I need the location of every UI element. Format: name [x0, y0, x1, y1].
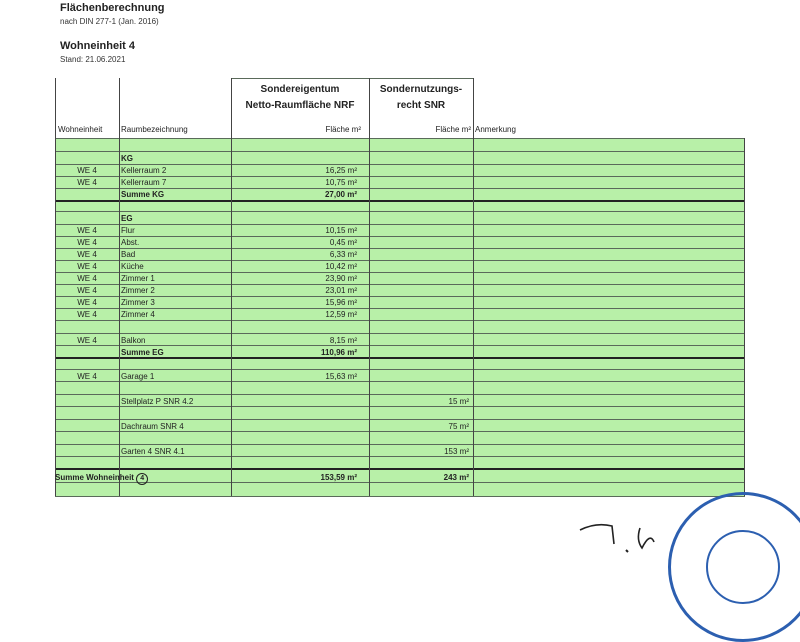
row-room-name: Stellplatz P SNR 4.2	[121, 397, 194, 406]
column-header-unit: Wohneinheit	[58, 125, 103, 134]
row-nrf-area: 16,25 m²	[325, 166, 357, 175]
row-divider	[55, 444, 745, 445]
row-nrf-area: 12,59 m²	[325, 310, 357, 319]
row-divider	[55, 381, 745, 382]
row-divider	[55, 394, 745, 395]
snr-heading-line-2: recht SNR	[396, 100, 446, 111]
column-header-snr-area: Fläche m²	[435, 125, 471, 134]
row-divider	[55, 260, 745, 261]
column-divider	[744, 138, 745, 496]
row-room-name: Kellerraum 7	[121, 178, 167, 187]
area-table	[55, 78, 745, 498]
row-unit: WE 4	[77, 298, 97, 307]
row-room-name: Garten 4 SNR 4.1	[121, 447, 185, 456]
row-snr-area: 153 m²	[444, 447, 469, 456]
total-snr: 243 m²	[443, 473, 469, 482]
column-header-nrf-area: Fläche m²	[325, 125, 361, 134]
status-date: Stand: 21.06.2021	[60, 55, 126, 64]
column-divider	[119, 78, 120, 496]
row-room-name: Kellerraum 2	[121, 166, 167, 175]
row-nrf-area: 10,75 m²	[325, 178, 357, 187]
nrf-heading	[231, 82, 369, 114]
row-unit: WE 4	[77, 166, 97, 175]
row-nrf-area: 10,15 m²	[325, 226, 357, 235]
row-divider	[55, 211, 745, 212]
row-room-name: Zimmer 1	[121, 274, 155, 283]
row-nrf-area: 6,33 m²	[329, 250, 357, 259]
column-divider	[473, 78, 474, 496]
row-divider	[55, 236, 745, 237]
total-label	[55, 472, 148, 485]
row-unit: WE 4	[77, 250, 97, 259]
row-room-name: Küche	[121, 262, 144, 271]
row-divider	[55, 272, 745, 273]
row-nrf-area: 15,96 m²	[325, 298, 357, 307]
row-divider	[55, 369, 745, 370]
row-unit: WE 4	[77, 336, 97, 345]
column-divider	[369, 78, 370, 496]
row-nrf-area: 10,42 m²	[325, 262, 357, 271]
row-unit: WE 4	[77, 274, 97, 283]
column-header-room: Raumbezeichnung	[121, 125, 188, 134]
row-snr-area: 75 m²	[448, 422, 469, 431]
row-nrf-area: 23,90 m²	[325, 274, 357, 283]
row-divider	[55, 224, 745, 225]
row-divider	[55, 248, 745, 249]
document-subtitle: nach DIN 277-1 (Jan. 2016)	[60, 17, 159, 26]
row-unit: WE 4	[77, 310, 97, 319]
row-unit: WE 4	[77, 178, 97, 187]
row-nrf-area: 27,00 m²	[324, 190, 357, 199]
row-divider	[55, 308, 745, 309]
row-room-name: Zimmer 4	[121, 310, 155, 319]
row-nrf-area: 15,63 m²	[325, 372, 357, 381]
row-unit: WE 4	[77, 226, 97, 235]
column-header-note: Anmerkung	[475, 125, 516, 134]
row-room-name: Flur	[121, 226, 135, 235]
row-divider	[55, 138, 745, 139]
row-divider	[55, 151, 745, 152]
row-nrf-area: 8,15 m²	[329, 336, 357, 345]
architect-seal	[668, 492, 800, 642]
row-room-name: Summe KG	[121, 190, 165, 199]
nrf-heading-line-2: Netto-Raumfläche NRF	[245, 100, 355, 111]
total-label-text: Summe Wohneinheit	[55, 473, 134, 482]
row-nrf-area: 110,96 m²	[320, 348, 357, 357]
row-divider	[55, 320, 745, 321]
row-room-name: Dachraum SNR 4	[121, 422, 184, 431]
row-nrf-area: 23,01 m²	[325, 286, 357, 295]
row-unit: WE 4	[77, 372, 97, 381]
row-divider	[55, 468, 745, 470]
row-room-name: Zimmer 3	[121, 298, 155, 307]
row-divider	[55, 345, 745, 346]
unit-title: Wohneinheit 4	[60, 40, 135, 52]
row-room-name: Bad	[121, 250, 136, 259]
row-unit: WE 4	[77, 238, 97, 247]
row-nrf-area: 0,45 m²	[329, 238, 357, 247]
snr-heading	[369, 82, 473, 114]
row-divider	[231, 78, 473, 79]
nrf-heading-line-1: Sondereigentum	[260, 84, 340, 95]
row-divider	[55, 284, 745, 285]
total-nrf: 153,59 m²	[320, 473, 357, 482]
seal-inner-ring	[706, 530, 780, 604]
document-title: Flächenberechnung	[60, 2, 165, 14]
unit-number-circle: 4	[136, 473, 148, 485]
row-room-name: Abst.	[121, 238, 140, 247]
row-divider	[55, 496, 745, 497]
row-unit: WE 4	[77, 262, 97, 271]
row-divider	[55, 419, 745, 420]
row-room-name: EG	[121, 214, 133, 223]
row-divider	[55, 333, 745, 334]
row-snr-area: 15 m²	[448, 397, 469, 406]
row-divider	[55, 296, 745, 297]
row-room-name: Zimmer 2	[121, 286, 155, 295]
row-room-name: Summe EG	[121, 348, 164, 357]
snr-heading-line-1: Sondernutzungs-	[379, 84, 463, 95]
signature	[578, 512, 668, 557]
row-room-name: Garage 1	[121, 372, 155, 381]
row-room-name: Balkon	[121, 336, 146, 345]
table-header	[55, 78, 745, 138]
row-unit: WE 4	[77, 286, 97, 295]
row-room-name: KG	[121, 154, 133, 163]
